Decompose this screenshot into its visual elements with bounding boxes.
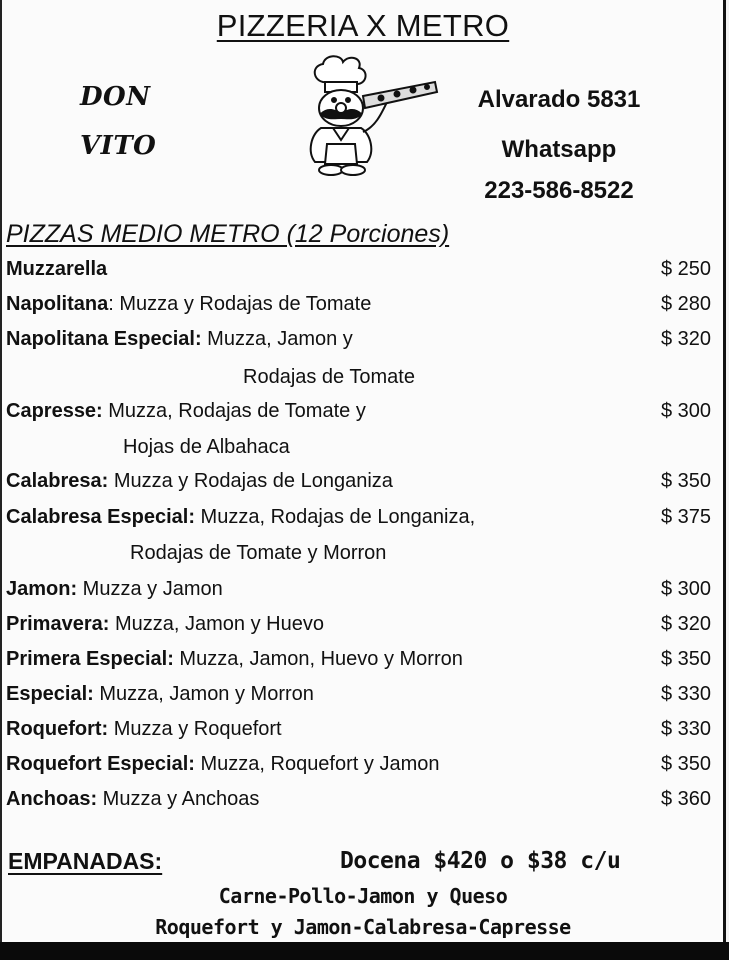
item-price: $ 350 [660, 470, 711, 492]
menu-item [6, 293, 711, 323]
item-name: Anchoas: [6, 788, 98, 810]
item-desc-continued: Rodajas de Tomate y Morron [130, 542, 387, 564]
section-title [6, 220, 449, 249]
item-name: Calabresa Especial: [6, 506, 195, 528]
item-name: Especial: [6, 683, 94, 705]
bottom-edge [0, 942, 729, 960]
item-name: Jamon: [6, 578, 78, 600]
whatsapp-label: Whatsapp [501, 136, 617, 163]
item-name: Primavera: [6, 613, 110, 635]
item-name: Napolitana Especial: [6, 328, 202, 350]
item-desc: Muzza, Jamon, Huevo y Morron [173, 648, 463, 670]
item-price: $ 360 [660, 788, 711, 810]
menu-item [6, 788, 711, 818]
item-desc: Muzza, Roquefort y Jamon [194, 753, 440, 775]
left-border [0, 0, 2, 942]
empanadas-title-text: EMPANADAS: [8, 848, 163, 874]
item-name: Muzzarella [6, 258, 108, 280]
phone-number: 223-586-8522 [484, 177, 634, 204]
item-price: $ 350 [660, 753, 711, 775]
item-desc: Muzza y Roquefort [108, 718, 282, 740]
empanadas-flavors-1: Carne-Pollo-Jamon y Queso [218, 884, 508, 908]
item-price: $ 300 [660, 400, 711, 422]
item-name: Capresse: [6, 400, 103, 422]
item-name: Napolitana [6, 293, 109, 315]
menu-item [6, 328, 711, 358]
item-desc-continued: Rodajas de Tomate [243, 366, 415, 388]
menu-item [6, 400, 711, 430]
item-name: Primera Especial: [6, 648, 174, 670]
item-desc: Muzza y Anchoas [97, 788, 260, 810]
item-name: Roquefort: [6, 718, 109, 740]
menu-item [6, 648, 711, 678]
chef-with-pizza-icon [285, 52, 445, 182]
item-desc: Muzza, Rodajas de Longaniza, [195, 506, 476, 528]
item-name: Roquefort Especial: [6, 753, 195, 775]
brand-line-2: VITO [80, 131, 157, 161]
address: Alvarado 5831 [477, 86, 641, 113]
item-price: $ 320 [660, 613, 711, 635]
menu-item [6, 578, 711, 608]
item-price: $ 250 [660, 258, 711, 280]
item-price: $ 350 [660, 648, 711, 670]
section-title-text: PIZZAS MEDIO METRO (12 Porciones) [6, 220, 450, 248]
item-desc: : Muzza y Rodajas de Tomate [108, 293, 372, 315]
item-name: Calabresa: [6, 470, 109, 492]
item-price: $ 300 [660, 578, 711, 600]
menu-item [6, 613, 711, 643]
menu-item [6, 718, 711, 748]
empanadas-price: Docena $420 o $38 c/u [340, 848, 621, 874]
item-price: $ 330 [660, 718, 711, 740]
menu-item [6, 470, 711, 500]
item-price: $ 330 [660, 683, 711, 705]
menu-item [6, 683, 711, 713]
title-text: PIZZERIA X METRO [216, 8, 510, 43]
item-desc: Muzza, Jamon y Morron [93, 683, 314, 705]
item-price: $ 320 [660, 328, 711, 350]
item-desc: Muzza, Jamon y Huevo [109, 613, 324, 635]
item-desc: Muzza, Rodajas de Tomate y [102, 400, 366, 422]
item-desc: Muzza y Jamon [77, 578, 223, 600]
brand-line-1: DON [80, 82, 151, 112]
menu-item [6, 753, 711, 783]
menu-item [6, 506, 711, 536]
empanadas-title [8, 848, 162, 875]
page-title [0, 8, 726, 44]
empanadas-flavors-2: Roquefort y Jamon-Calabresa-Capresse [155, 915, 571, 939]
item-desc: Muzza, Jamon y [201, 328, 353, 350]
item-desc: Muzza y Rodajas de Longaniza [108, 470, 393, 492]
item-price: $ 280 [660, 293, 711, 315]
menu-item [6, 258, 711, 288]
item-price: $ 375 [660, 506, 711, 528]
item-desc-continued: Hojas de Albahaca [123, 436, 290, 458]
